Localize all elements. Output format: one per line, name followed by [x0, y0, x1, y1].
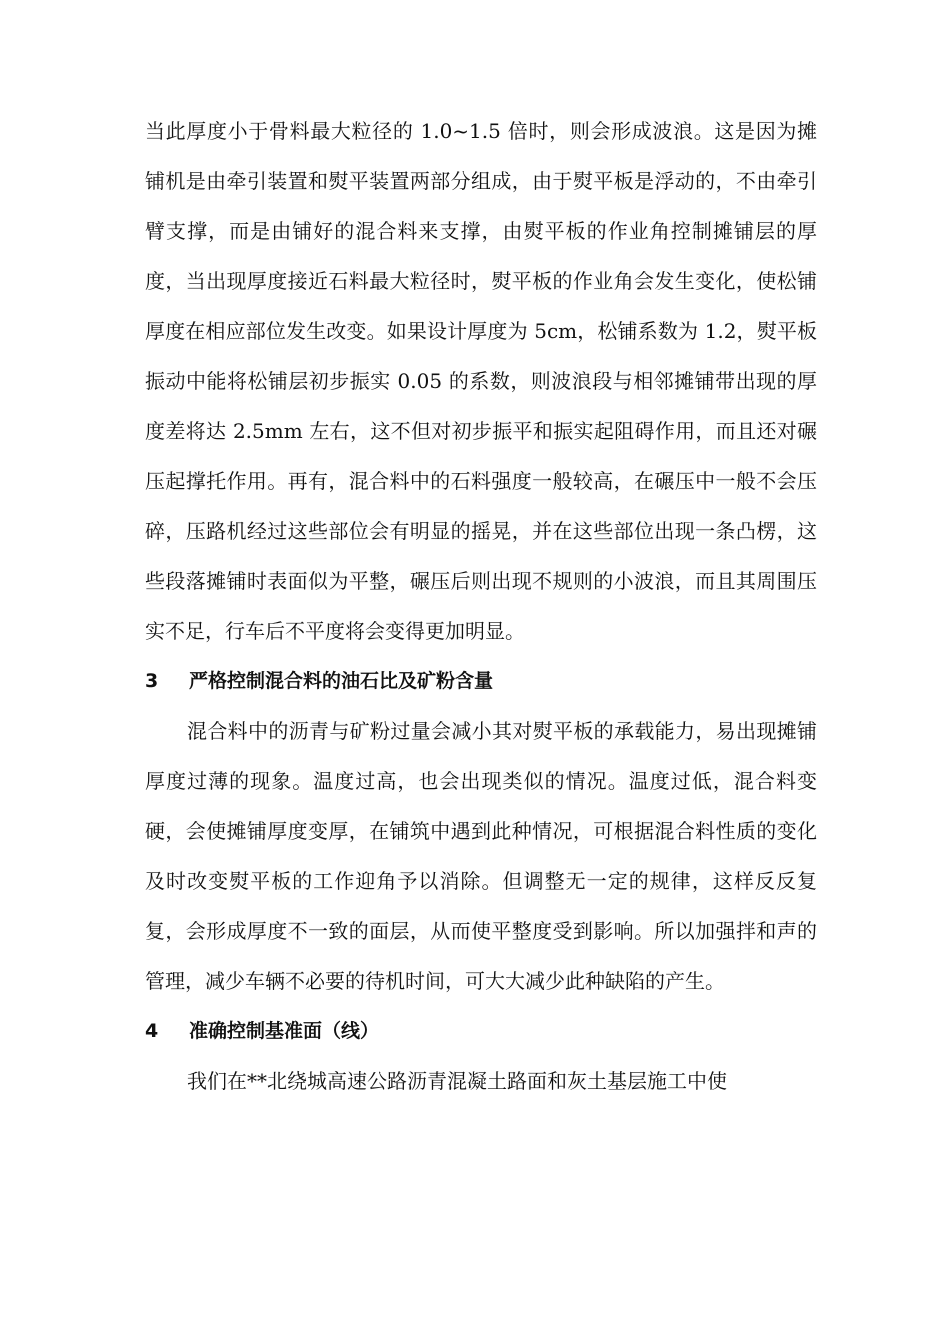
section-4-number: 4 [145, 1020, 159, 1042]
section-4-title: 准确控制基准面（线） [189, 1020, 380, 1042]
section-4-heading [145, 1006, 817, 1056]
section-3-paragraph: 混合料中的沥青与矿粉过量会减小其对熨平板的承载能力，易出现摊铺厚度过薄的现象。温度过高，也会出现类似的情况。温度过低，混合料变硬，会使摊铺厚度变厚，在铺筑中遇到此种情况，可根据混合料性质的变化及时改变熨平板的工作迎角予以消除。但调整无一定的规律，这样反反复复，会形成厚度不一致的面层，从而使平整度受到影响。所以加强拌和声的管理，减少车辆不必要的待机时间，可大大减少此种缺陷的产生。 [145, 719, 817, 993]
paragraph-1: 当此厚度小于骨料最大粒径的 1.0~1.5 倍时，则会形成波浪。这是因为摊铺机是由牵引装置和熨平装置两部分组成，由于熨平板是浮动的，不由牵引臂支撑，而是由铺好的混合料来支撑，由熨平板的作业角控制摊铺层的厚度，当出现厚度接近石料最大粒径时，熨平板的作业角会发生变化，使松铺厚度在相应部位发生改变。如果设计厚度为 5cm，松铺系数为 1.2，熨平板振动中能将松铺层初步振实 0.05 的系数，则波浪段与相邻摊铺带出现的厚度差将达 2.5mm 左右，这不但对初步振平和振实起阻碍作用，而且还对碾压起撑托作用。再有，混合料中的石料强度一般较高，在碾压中一般不会压碎，压路机经过这些部位会有明显的摇晃，并在这些部位出现一条凸楞，这些段落摊铺时表面似为平整，碾压后则出现不规则的小波浪，而且其周围压实不足，行车后不平度将会变得更加明显。 [145, 119, 817, 643]
section-3-heading [145, 656, 817, 706]
section-4-paragraph: 我们在**北绕城高速公路沥青混凝土路面和灰土基层施工中使 [187, 1069, 727, 1093]
section-3-number: 3 [145, 670, 159, 692]
section-3-title: 严格控制混合料的油石比及矿粉含量 [189, 670, 494, 692]
document-body [145, 106, 817, 1106]
